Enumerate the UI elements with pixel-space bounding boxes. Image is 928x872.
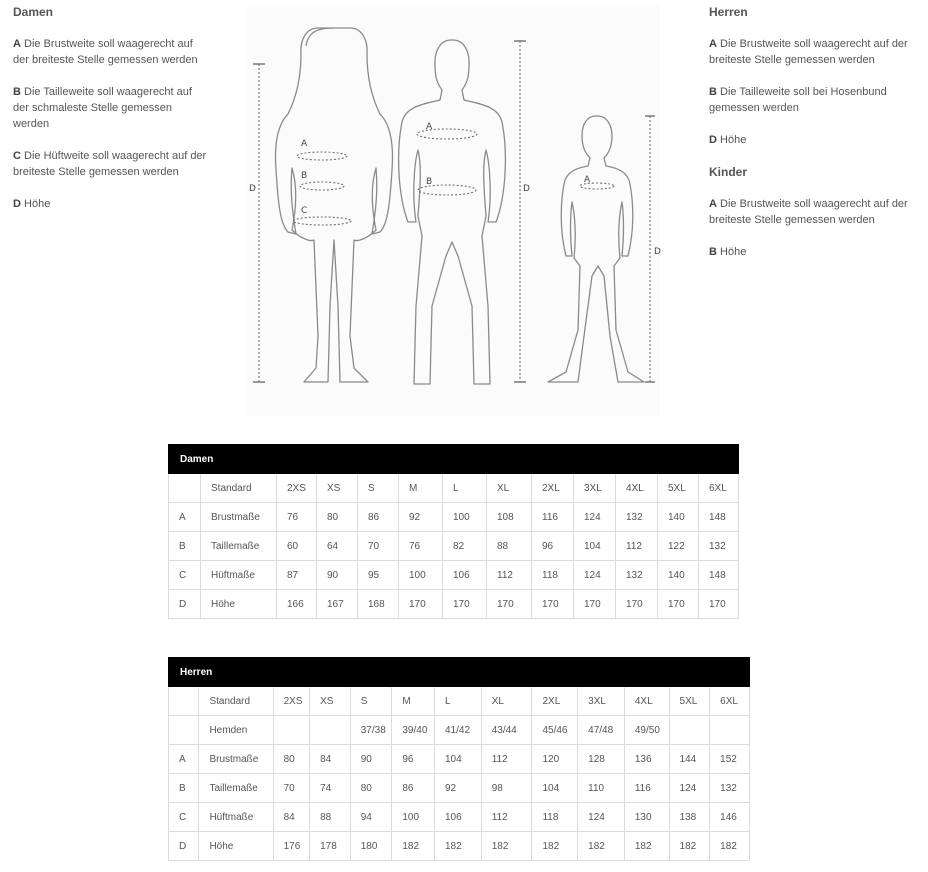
table-cell: 92 — [435, 774, 482, 803]
table-header-cell: 3XL — [574, 474, 616, 503]
table-header-cell: 4XL — [624, 687, 669, 716]
man-outline — [399, 40, 506, 384]
table-cell: 104 — [435, 745, 482, 774]
table-cell: 76 — [277, 503, 317, 532]
table-cell: 182 — [481, 832, 532, 861]
table-cell: 140 — [658, 561, 699, 590]
table-cell: 116 — [532, 503, 574, 532]
table-header-cell: M — [399, 474, 443, 503]
table-cell: 37/38 — [350, 716, 392, 745]
table-row — [169, 774, 750, 803]
table-cell: 98 — [481, 774, 532, 803]
table-cell: 45/46 — [532, 716, 578, 745]
table-cell: 100 — [399, 561, 443, 590]
table-cell: 118 — [532, 803, 578, 832]
table-cell: 86 — [392, 774, 435, 803]
table-cell: 170 — [574, 590, 616, 619]
table-header-cell: S — [358, 474, 399, 503]
table-cell: 92 — [399, 503, 443, 532]
child-outline — [548, 116, 644, 382]
table-cell: 90 — [350, 745, 392, 774]
table-cell: 148 — [699, 561, 739, 590]
table-cell: 124 — [669, 774, 710, 803]
child-label-a: A — [584, 175, 591, 185]
table-cell: 124 — [574, 503, 616, 532]
child-label-d: D — [654, 247, 661, 257]
herren-item-b: B Die Tailleweite soll bei Hosenbund gemessen werden — [709, 86, 887, 114]
table-cell: C — [169, 561, 201, 590]
table-header-cell: 2XS — [273, 687, 310, 716]
table-cell: 106 — [435, 803, 482, 832]
damen-item-b: B Die Tailleweite soll waagerecht auf der schmaleste Stelle gemessen werden — [13, 86, 192, 130]
table-cell: 112 — [487, 561, 532, 590]
table-title: Herren — [169, 658, 750, 687]
table-cell: 39/40 — [392, 716, 435, 745]
table-cell: 138 — [669, 803, 710, 832]
table-header-row — [169, 474, 739, 503]
table-cell: A — [169, 503, 201, 532]
body-measurement-figure — [246, 6, 660, 416]
table-cell: 88 — [487, 532, 532, 561]
table-cell: 88 — [310, 803, 351, 832]
table-cell: Hüftmaße — [199, 803, 273, 832]
table-cell: Hemden — [199, 716, 273, 745]
table-cell: 47/48 — [578, 716, 625, 745]
table-cell: 41/42 — [435, 716, 482, 745]
table-cell: 86 — [358, 503, 399, 532]
man-label-b: B — [426, 177, 433, 187]
table-cell: 146 — [710, 803, 750, 832]
table-header-cell: 2XS — [277, 474, 317, 503]
table-header-cell: 5XL — [669, 687, 710, 716]
table-header-cell: 5XL — [658, 474, 699, 503]
herren-item-a: A Die Brustweite soll waagerecht auf der breiteste Stelle gemessen werden — [709, 38, 908, 66]
table-row — [169, 532, 739, 561]
table-cell — [669, 716, 710, 745]
table-header-cell: XL — [481, 687, 532, 716]
table-cell: 80 — [273, 745, 310, 774]
table-cell: 87 — [277, 561, 317, 590]
table-cell: 136 — [624, 745, 669, 774]
table-cell: 120 — [532, 745, 578, 774]
woman-label-b: B — [301, 171, 308, 181]
table-cell: 100 — [392, 803, 435, 832]
table-cell: 70 — [358, 532, 399, 561]
table-cell: 124 — [578, 803, 625, 832]
table-title-row — [169, 658, 750, 687]
table-cell — [273, 716, 310, 745]
woman-label-d: D — [249, 184, 256, 194]
table-row — [169, 590, 739, 619]
table-cell: Hüftmaße — [201, 561, 277, 590]
table-cell: 170 — [532, 590, 574, 619]
damen-item-d: D Höhe — [13, 198, 51, 210]
table-cell: 148 — [699, 503, 739, 532]
table-row — [169, 803, 750, 832]
table-cell: 43/44 — [481, 716, 532, 745]
table-header-cell: XS — [310, 687, 351, 716]
table-cell: 110 — [578, 774, 625, 803]
kinder-item-b: B Höhe — [709, 246, 747, 258]
table-cell: 94 — [350, 803, 392, 832]
herren-size-table — [168, 657, 750, 861]
table-header-cell: S — [350, 687, 392, 716]
table-cell: 176 — [273, 832, 310, 861]
woman-outline — [276, 28, 393, 382]
man-label-d: D — [523, 184, 530, 194]
kinder-heading: Kinder — [709, 165, 748, 179]
table-cell: 74 — [310, 774, 351, 803]
herren-heading: Herren — [709, 5, 748, 19]
damen-item-a: A Die Brustweite soll waagerecht auf der breiteste Stelle gemessen werden — [13, 38, 198, 66]
table-cell: Brustmaße — [201, 503, 277, 532]
table-cell: 84 — [310, 745, 351, 774]
table-cell: 182 — [435, 832, 482, 861]
woman-label-a: A — [301, 139, 308, 149]
table-cell: D — [169, 590, 201, 619]
table-cell: 112 — [481, 803, 532, 832]
table-cell: 118 — [532, 561, 574, 590]
table-cell: 170 — [616, 590, 658, 619]
table-cell: 182 — [532, 832, 578, 861]
table-cell: 124 — [574, 561, 616, 590]
table-cell: Höhe — [199, 832, 273, 861]
table-cell: 182 — [669, 832, 710, 861]
table-cell: 112 — [481, 745, 532, 774]
table-cell: Taillemaße — [199, 774, 273, 803]
table-cell: 96 — [392, 745, 435, 774]
table-cell: 180 — [350, 832, 392, 861]
table-header-cell: XS — [317, 474, 358, 503]
table-cell: 80 — [350, 774, 392, 803]
table-cell: B — [169, 532, 201, 561]
herren-item-d: D Höhe — [709, 134, 747, 146]
table-header-row — [169, 687, 750, 716]
damen-item-c: C Die Hüftweite soll waagerecht auf der breiteste Stelle gemessen werden — [13, 150, 207, 178]
table-header-cell: 2XL — [532, 687, 578, 716]
table-cell: 130 — [624, 803, 669, 832]
table-header-cell: XL — [487, 474, 532, 503]
table-cell — [710, 716, 750, 745]
table-cell: 95 — [358, 561, 399, 590]
table-row — [169, 745, 750, 774]
table-cell: 168 — [358, 590, 399, 619]
table-header-cell: Standard — [201, 474, 277, 503]
table-cell — [169, 716, 199, 745]
table-cell: 166 — [277, 590, 317, 619]
damen-size-table — [168, 444, 739, 619]
kinder-item-a: A Die Brustweite soll waagerecht auf der breiteste Stelle gemessen werden — [709, 198, 908, 226]
damen-heading: Damen — [13, 5, 54, 19]
man-label-a: A — [426, 122, 433, 132]
damen-instructions — [13, 4, 208, 212]
table-cell: 96 — [532, 532, 574, 561]
table-cell: 182 — [578, 832, 625, 861]
table-cell: 80 — [317, 503, 358, 532]
table-cell: 132 — [616, 503, 658, 532]
table-header-cell: L — [435, 687, 482, 716]
table-cell: C — [169, 803, 199, 832]
table-cell: 116 — [624, 774, 669, 803]
table-cell: 144 — [669, 745, 710, 774]
table-cell: 167 — [317, 590, 358, 619]
table-cell: 108 — [487, 503, 532, 532]
table-header-cell: L — [443, 474, 487, 503]
table-cell: 82 — [443, 532, 487, 561]
table-header-cell: Standard — [199, 687, 273, 716]
table-cell: 170 — [699, 590, 739, 619]
table-cell: 60 — [277, 532, 317, 561]
woman-waist-ring — [300, 182, 344, 190]
table-cell: 104 — [532, 774, 578, 803]
table-cell: 122 — [658, 532, 699, 561]
woman-chest-ring — [297, 152, 347, 160]
table-cell: 70 — [273, 774, 310, 803]
table-header-cell — [169, 474, 201, 503]
table-cell: 90 — [317, 561, 358, 590]
table-cell: 170 — [658, 590, 699, 619]
table-cell: 84 — [273, 803, 310, 832]
table-cell: 170 — [443, 590, 487, 619]
table-cell: Brustmaße — [199, 745, 273, 774]
table-cell: 64 — [317, 532, 358, 561]
table-row — [169, 832, 750, 861]
measurement-illustration — [246, 6, 660, 416]
table-header-cell: 3XL — [578, 687, 625, 716]
table-header-cell: 4XL — [616, 474, 658, 503]
table-cell — [310, 716, 351, 745]
table-cell: 132 — [710, 774, 750, 803]
table-header-cell: 6XL — [699, 474, 739, 503]
table-row — [169, 716, 750, 745]
table-cell: 178 — [310, 832, 351, 861]
table-cell: 182 — [392, 832, 435, 861]
table-cell: D — [169, 832, 199, 861]
table-cell: 170 — [487, 590, 532, 619]
table-title: Damen — [169, 445, 739, 474]
table-header-cell: M — [392, 687, 435, 716]
table-cell: 182 — [710, 832, 750, 861]
table-cell: A — [169, 745, 199, 774]
table-cell: 100 — [443, 503, 487, 532]
table-cell: 140 — [658, 503, 699, 532]
table-cell: 49/50 — [624, 716, 669, 745]
herren-kinder-instructions — [709, 4, 909, 260]
table-title-row — [169, 445, 739, 474]
woman-hip-ring — [293, 217, 351, 225]
table-header-cell — [169, 687, 199, 716]
table-cell: 132 — [616, 561, 658, 590]
table-cell: Taillemaße — [201, 532, 277, 561]
table-row — [169, 503, 739, 532]
table-header-cell: 2XL — [532, 474, 574, 503]
table-cell: 104 — [574, 532, 616, 561]
table-cell: 106 — [443, 561, 487, 590]
table-cell: 182 — [624, 832, 669, 861]
table-cell: 76 — [399, 532, 443, 561]
table-cell: 170 — [399, 590, 443, 619]
table-cell: 152 — [710, 745, 750, 774]
woman-label-c: C — [301, 206, 308, 216]
table-cell: B — [169, 774, 199, 803]
table-header-cell: 6XL — [710, 687, 750, 716]
table-cell: Höhe — [201, 590, 277, 619]
table-cell: 112 — [616, 532, 658, 561]
table-cell: 128 — [578, 745, 625, 774]
table-row — [169, 561, 739, 590]
table-cell: 132 — [699, 532, 739, 561]
